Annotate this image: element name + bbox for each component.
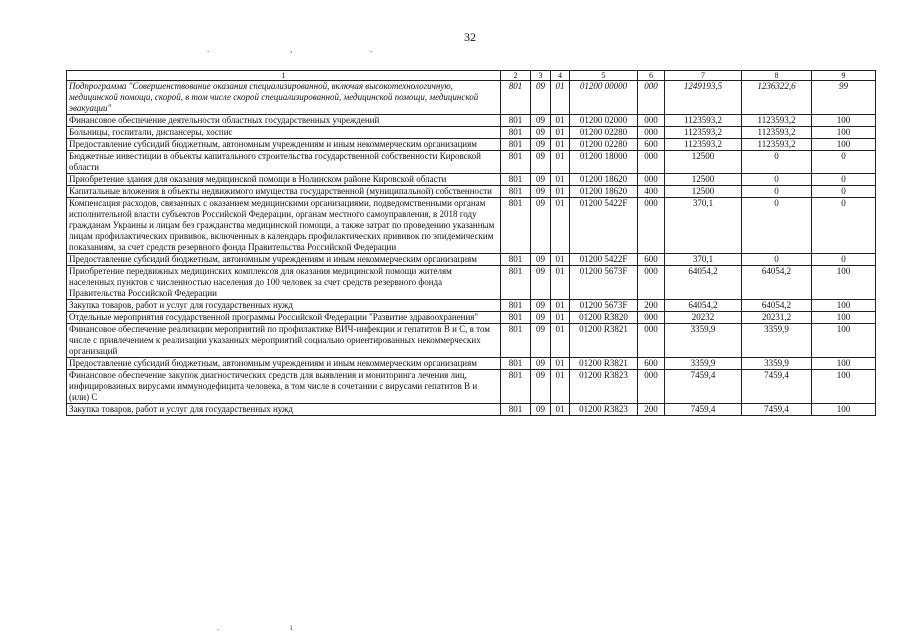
row-name-cell: Больницы, госпитали, диспансеры, хоспис <box>67 127 501 139</box>
header-cell: 7 <box>665 71 742 81</box>
percent-cell: 100 <box>812 127 876 139</box>
table-row <box>67 404 876 416</box>
section-code-cell: 09 <box>531 198 551 254</box>
row-name-cell: Предоставление субсидий бюджетным, автономным учреждениям и иным некоммерческим организациям <box>67 139 501 151</box>
row-name-cell: Финансовое обеспечение закупок диагностических средств для выявления и мониторинга лечения лиц, инфицированных вирусами иммунодефицита человека, в том числе в сочетании с вирусами гепатитов В и (или) С <box>67 370 501 404</box>
subsection-code-cell: 01 <box>551 115 570 127</box>
subsection-code-cell: 01 <box>551 370 570 404</box>
percent-cell: 0 <box>812 174 876 186</box>
percent-cell: 100 <box>812 115 876 127</box>
subsection-code-cell: 01 <box>551 151 570 174</box>
target-article-cell: 01200 5673F <box>570 300 638 312</box>
subsection-code-cell: 01 <box>551 324 570 358</box>
header-cell: 3 <box>531 71 551 81</box>
plan-amount-cell: 7459,4 <box>665 370 742 404</box>
section-code-cell: 09 <box>531 312 551 324</box>
actual-amount-cell: 0 <box>742 151 812 174</box>
subsection-code-cell: 01 <box>551 198 570 254</box>
row-name-cell: Приобретение передвижных медицинских комплексов для оказания медицинской помощи жителям населенных пунктов с численностью населения до 100 человек за счет средств резервного фонда Правительства Российской Федерации <box>67 266 501 300</box>
subsection-code-cell: 01 <box>551 174 570 186</box>
expense-type-cell: 600 <box>638 358 665 370</box>
percent-cell: 0 <box>812 186 876 198</box>
section-code-cell: 09 <box>531 174 551 186</box>
ministry-code-cell: 801 <box>501 127 531 139</box>
actual-amount-cell: 0 <box>742 186 812 198</box>
row-name-cell: Закупка товаров, работ и услуг для государственных нужд <box>67 300 501 312</box>
section-code-cell: 09 <box>531 139 551 151</box>
table-row <box>67 198 876 254</box>
target-article-cell: 01200 02280 <box>570 139 638 151</box>
actual-amount-cell: 20231,2 <box>742 312 812 324</box>
actual-amount-cell: 1123593,2 <box>742 127 812 139</box>
row-name-cell: Закупка товаров, работ и услуг для государственных нужд <box>67 404 501 416</box>
plan-amount-cell: 1123593,2 <box>665 139 742 151</box>
header-cell: 2 <box>501 71 531 81</box>
percent-cell: 100 <box>812 404 876 416</box>
row-name-cell: Финансовое обеспечение реализации мероприятий по профилактике ВИЧ-инфекции и гепатитов В и С, в том числе с привлечением к реализации указанных мероприятий социально ориентированных некоммерческих организаций <box>67 324 501 358</box>
ministry-code-cell: 801 <box>501 300 531 312</box>
target-article-cell: 01200 R3821 <box>570 358 638 370</box>
subsection-code-cell: 01 <box>551 81 570 115</box>
ministry-code-cell: 801 <box>501 115 531 127</box>
row-name-cell: Отдельные мероприятия государственной программы Российской Федерации "Развитие здравоохранения" <box>67 312 501 324</box>
percent-cell: 100 <box>812 324 876 358</box>
row-name-cell: Предоставление субсидий бюджетным, автономным учреждениям и иным некоммерческим организациям <box>67 358 501 370</box>
subsection-code-cell: 01 <box>551 139 570 151</box>
percent-cell: 100 <box>812 370 876 404</box>
target-article-cell: 01200 5422F <box>570 254 638 266</box>
subsection-code-cell: 01 <box>551 266 570 300</box>
ministry-code-cell: 801 <box>501 266 531 300</box>
expense-type-cell: 000 <box>638 151 665 174</box>
ministry-code-cell: 801 <box>501 370 531 404</box>
actual-amount-cell: 0 <box>742 254 812 266</box>
header-cell: 8 <box>742 71 812 81</box>
header-cell: 9 <box>812 71 876 81</box>
expense-type-cell: 000 <box>638 81 665 115</box>
expense-type-cell: 000 <box>638 115 665 127</box>
section-code-cell: 09 <box>531 404 551 416</box>
actual-amount-cell: 3359,9 <box>742 324 812 358</box>
actual-amount-cell: 64054,2 <box>742 266 812 300</box>
ministry-code-cell: 801 <box>501 312 531 324</box>
plan-amount-cell: 1249193,5 <box>665 81 742 115</box>
percent-cell: 0 <box>812 151 876 174</box>
target-article-cell: 01200 18620 <box>570 186 638 198</box>
table-row <box>67 81 876 115</box>
percent-cell: 0 <box>812 254 876 266</box>
expense-type-cell: 000 <box>638 127 665 139</box>
table-row <box>67 300 876 312</box>
subsection-code-cell: 01 <box>551 300 570 312</box>
subsection-code-cell: 01 <box>551 254 570 266</box>
plan-amount-cell: 64054,2 <box>665 266 742 300</box>
expense-type-cell: 000 <box>638 266 665 300</box>
percent-cell: 99 <box>812 81 876 115</box>
target-article-cell: 01200 R3821 <box>570 324 638 358</box>
expense-type-cell: 600 <box>638 139 665 151</box>
actual-amount-cell: 0 <box>742 198 812 254</box>
percent-cell: 100 <box>812 139 876 151</box>
table-row <box>67 186 876 198</box>
row-name-cell: Капитальные вложения в объекты недвижимого имущества государственной (муниципальной) собственности <box>67 186 501 198</box>
expense-type-cell: 000 <box>638 370 665 404</box>
ministry-code-cell: 801 <box>501 174 531 186</box>
row-name-cell: Бюджетные инвестиции в объекты капитального строительства государственной собственности Кировской области <box>67 151 501 174</box>
expense-type-cell: 000 <box>638 198 665 254</box>
section-code-cell: 09 <box>531 300 551 312</box>
plan-amount-cell: 370,1 <box>665 254 742 266</box>
section-code-cell: 09 <box>531 324 551 358</box>
section-code-cell: 09 <box>531 186 551 198</box>
actual-amount-cell: 0 <box>742 174 812 186</box>
table-row <box>67 174 876 186</box>
actual-amount-cell: 3359,9 <box>742 358 812 370</box>
subsection-code-cell: 01 <box>551 312 570 324</box>
ministry-code-cell: 801 <box>501 139 531 151</box>
table-row <box>67 324 876 358</box>
table-row <box>67 127 876 139</box>
section-code-cell: 09 <box>531 81 551 115</box>
table-row <box>67 115 876 127</box>
subsection-code-cell: 01 <box>551 404 570 416</box>
target-article-cell: 01200 02280 <box>570 127 638 139</box>
row-name-cell: Компенсация расходов, связанных с оказанием медицинскими организациями, подведомственными органам исполнительной власти субъектов Российской Федерации, органам местного самоуправления, в 2018 году гражданам Украины и лицам без гражданства медицинской помощи, а также затрат по проведению указанным лицам профилактических прививок, включенных в календарь профилактических прививок по эпидемическим показаниям, за счет средств резервного фонда Правительства Российской Федерации <box>67 198 501 254</box>
table-row <box>67 151 876 174</box>
target-article-cell: 01200 5673F <box>570 266 638 300</box>
actual-amount-cell: 64054,2 <box>742 300 812 312</box>
subsection-code-cell: 01 <box>551 127 570 139</box>
subsection-code-cell: 01 <box>551 358 570 370</box>
percent-cell: 100 <box>812 266 876 300</box>
section-code-cell: 09 <box>531 115 551 127</box>
table-row <box>67 312 876 324</box>
target-article-cell: 01200 R3820 <box>570 312 638 324</box>
section-code-cell: 09 <box>531 127 551 139</box>
ministry-code-cell: 801 <box>501 198 531 254</box>
plan-amount-cell: 3359,9 <box>665 324 742 358</box>
expense-type-cell: 600 <box>638 254 665 266</box>
expense-type-cell: 200 <box>638 404 665 416</box>
actual-amount-cell: 1123593,2 <box>742 115 812 127</box>
target-article-cell: 01200 R3823 <box>570 404 638 416</box>
percent-cell: 0 <box>812 198 876 254</box>
percent-cell: 100 <box>812 312 876 324</box>
ministry-code-cell: 801 <box>501 358 531 370</box>
target-article-cell: 01200 02000 <box>570 115 638 127</box>
subsection-code-cell: 01 <box>551 186 570 198</box>
section-code-cell: 09 <box>531 151 551 174</box>
expense-type-cell: 400 <box>638 186 665 198</box>
target-article-cell: 01200 18000 <box>570 151 638 174</box>
section-code-cell: 09 <box>531 358 551 370</box>
table-row <box>67 254 876 266</box>
plan-amount-cell: 3359,9 <box>665 358 742 370</box>
header-cell: 5 <box>570 71 638 81</box>
table-header-row <box>67 71 876 81</box>
scan-speck: . <box>217 622 220 632</box>
percent-cell: 100 <box>812 358 876 370</box>
section-code-cell: 09 <box>531 370 551 404</box>
scan-speck: . <box>207 44 210 54</box>
ministry-code-cell: 801 <box>501 151 531 174</box>
scan-speck: . <box>370 44 373 54</box>
plan-amount-cell: 12500 <box>665 151 742 174</box>
section-code-cell: 09 <box>531 254 551 266</box>
header-cell: 1 <box>67 71 501 81</box>
plan-amount-cell: 1123593,2 <box>665 127 742 139</box>
expense-type-cell: 000 <box>638 174 665 186</box>
plan-amount-cell: 7459,4 <box>665 404 742 416</box>
section-code-cell: 09 <box>531 266 551 300</box>
actual-amount-cell: 1123593,2 <box>742 139 812 151</box>
row-name-cell: Приобретение здания для оказания медицинской помощи в Нолинском районе Кировской области <box>67 174 501 186</box>
plan-amount-cell: 64054,2 <box>665 300 742 312</box>
header-cell: 4 <box>551 71 570 81</box>
plan-amount-cell: 12500 <box>665 174 742 186</box>
table-row <box>67 266 876 300</box>
target-article-cell: 01200 18620 <box>570 174 638 186</box>
row-name-cell: Финансовое обеспечение деятельности областных государственных учреждений <box>67 115 501 127</box>
scan-speck: , <box>290 44 293 54</box>
actual-amount-cell: 7459,4 <box>742 370 812 404</box>
expense-type-cell: 200 <box>638 300 665 312</box>
ministry-code-cell: 801 <box>501 186 531 198</box>
page-number: 32 <box>464 30 476 44</box>
expense-type-cell: 000 <box>638 312 665 324</box>
target-article-cell: 01200 00000 <box>570 81 638 115</box>
target-article-cell: 01200 R3823 <box>570 370 638 404</box>
header-cell: 6 <box>638 71 665 81</box>
ministry-code-cell: 801 <box>501 81 531 115</box>
scan-speck: ı <box>290 622 293 632</box>
ministry-code-cell: 801 <box>501 324 531 358</box>
plan-amount-cell: 1123593,2 <box>665 115 742 127</box>
target-article-cell: 01200 5422F <box>570 198 638 254</box>
plan-amount-cell: 370,1 <box>665 198 742 254</box>
actual-amount-cell: 7459,4 <box>742 404 812 416</box>
table-row <box>67 139 876 151</box>
table-body <box>67 71 876 416</box>
budget-table <box>66 70 876 416</box>
plan-amount-cell: 12500 <box>665 186 742 198</box>
row-name-cell: Подпрограмма "Совершенствование оказания специализированной, включая высокотехнологичную, медицинской помощи, скорой, в том числе скорой специализированной, медицинской помощи, медицинской эвакуации" <box>67 81 501 115</box>
percent-cell: 100 <box>812 300 876 312</box>
table-row <box>67 358 876 370</box>
plan-amount-cell: 20232 <box>665 312 742 324</box>
row-name-cell: Предоставление субсидий бюджетным, автономным учреждениям и иным некоммерческим организациям <box>67 254 501 266</box>
ministry-code-cell: 801 <box>501 404 531 416</box>
table-row <box>67 370 876 404</box>
actual-amount-cell: 1236322,6 <box>742 81 812 115</box>
ministry-code-cell: 801 <box>501 254 531 266</box>
expense-type-cell: 000 <box>638 324 665 358</box>
